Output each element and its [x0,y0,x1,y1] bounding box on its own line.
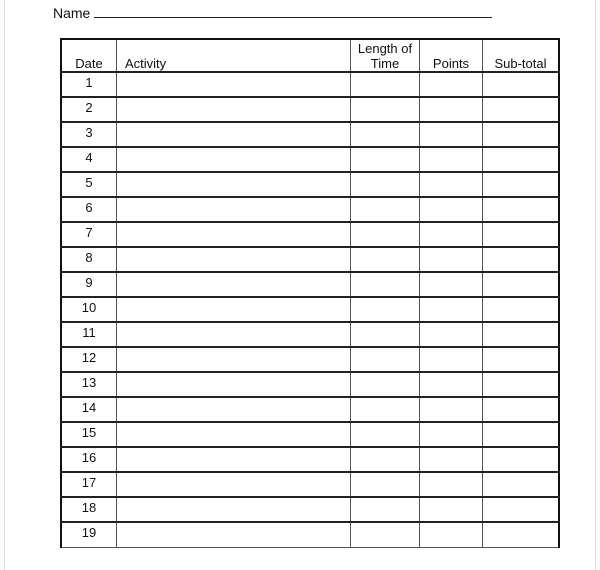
cell-date: 8 [61,247,117,272]
cell-points[interactable] [420,397,483,422]
header-activity: Activity [117,39,351,72]
cell-activity[interactable] [117,147,351,172]
cell-activity[interactable] [117,172,351,197]
cell-length[interactable] [351,322,420,347]
cell-points[interactable] [420,347,483,372]
cell-date: 7 [61,222,117,247]
cell-subtotal[interactable] [483,497,560,522]
cell-subtotal[interactable] [483,172,560,197]
cell-length[interactable] [351,122,420,147]
cell-subtotal[interactable] [483,97,560,122]
cell-subtotal[interactable] [483,197,560,222]
cell-points[interactable] [420,422,483,447]
cell-length[interactable] [351,447,420,472]
cell-length[interactable] [351,347,420,372]
cell-subtotal[interactable] [483,347,560,372]
table-row [61,422,559,447]
table-row [61,272,559,297]
cell-activity[interactable] [117,247,351,272]
header-row [61,39,559,72]
table-row [61,297,559,322]
cell-points[interactable] [420,447,483,472]
cell-points[interactable] [420,472,483,497]
table-row [61,197,559,222]
cell-subtotal[interactable] [483,447,560,472]
cell-subtotal[interactable] [483,522,560,547]
cell-subtotal[interactable] [483,322,560,347]
cell-activity[interactable] [117,222,351,247]
table-row [61,122,559,147]
cell-length[interactable] [351,72,420,97]
cell-points[interactable] [420,497,483,522]
header-length: Length of Time [351,39,420,72]
header-points: Points [420,39,483,72]
name-underline[interactable] [94,3,492,18]
cell-date: 15 [61,422,117,447]
cell-length[interactable] [351,422,420,447]
table-row [61,97,559,122]
cell-date: 2 [61,97,117,122]
cell-subtotal[interactable] [483,422,560,447]
cell-points[interactable] [420,247,483,272]
cell-points[interactable] [420,297,483,322]
table-row [61,347,559,372]
cell-date: 1 [61,72,117,97]
cell-activity[interactable] [117,497,351,522]
table-row [61,497,559,522]
cell-activity[interactable] [117,122,351,147]
table-row [61,322,559,347]
cell-date: 12 [61,347,117,372]
cell-points[interactable] [420,122,483,147]
cell-points[interactable] [420,97,483,122]
cell-points[interactable] [420,172,483,197]
cell-subtotal[interactable] [483,247,560,272]
table-row [61,147,559,172]
cell-points[interactable] [420,522,483,547]
cell-activity[interactable] [117,297,351,322]
cell-date: 6 [61,197,117,222]
cell-activity[interactable] [117,522,351,547]
cell-length[interactable] [351,197,420,222]
cell-date: 3 [61,122,117,147]
cell-length[interactable] [351,472,420,497]
cell-activity[interactable] [117,347,351,372]
cell-activity[interactable] [117,372,351,397]
cell-subtotal[interactable] [483,122,560,147]
cell-date: 17 [61,472,117,497]
table-row [61,72,559,97]
cell-date: 11 [61,322,117,347]
cell-subtotal[interactable] [483,72,560,97]
cell-subtotal[interactable] [483,472,560,497]
page-edge-right [595,0,596,570]
header-subtotal: Sub-total [483,39,560,72]
cell-subtotal[interactable] [483,297,560,322]
cell-points[interactable] [420,372,483,397]
cell-length[interactable] [351,297,420,322]
cell-date: 14 [61,397,117,422]
cell-activity[interactable] [117,472,351,497]
cell-length[interactable] [351,97,420,122]
cell-subtotal[interactable] [483,147,560,172]
cell-subtotal[interactable] [483,222,560,247]
cell-activity[interactable] [117,422,351,447]
cell-date: 5 [61,172,117,197]
cell-length[interactable] [351,272,420,297]
cell-date: 13 [61,372,117,397]
cell-subtotal[interactable] [483,397,560,422]
cell-length[interactable] [351,147,420,172]
cell-activity[interactable] [117,97,351,122]
header-date: Date [61,39,117,72]
table-row [61,522,559,547]
cell-activity[interactable] [117,197,351,222]
name-field[interactable] [53,3,492,21]
cell-date: 16 [61,447,117,472]
cell-length[interactable] [351,172,420,197]
cell-activity[interactable] [117,447,351,472]
cell-length[interactable] [351,222,420,247]
cell-subtotal[interactable] [483,272,560,297]
table-row [61,472,559,497]
table-row [61,397,559,422]
cell-subtotal[interactable] [483,372,560,397]
cell-length[interactable] [351,397,420,422]
cell-activity[interactable] [117,72,351,97]
cell-date: 19 [61,522,117,547]
cell-points[interactable] [420,322,483,347]
page-edge-left [4,0,5,570]
cell-points[interactable] [420,72,483,97]
table-row [61,372,559,397]
activity-log-table [60,38,560,548]
cell-date: 9 [61,272,117,297]
cell-length[interactable] [351,522,420,547]
cell-activity[interactable] [117,397,351,422]
table-row [61,222,559,247]
cell-date: 4 [61,147,117,172]
cell-date: 10 [61,297,117,322]
cell-points[interactable] [420,222,483,247]
cell-length[interactable] [351,497,420,522]
table-row [61,172,559,197]
cell-points[interactable] [420,147,483,172]
cell-activity[interactable] [117,272,351,297]
cell-points[interactable] [420,197,483,222]
cell-activity[interactable] [117,322,351,347]
cell-length[interactable] [351,247,420,272]
cell-date: 18 [61,497,117,522]
table-row [61,247,559,272]
table-row [61,447,559,472]
cell-length[interactable] [351,372,420,397]
name-label: Name [53,5,91,21]
cell-points[interactable] [420,272,483,297]
